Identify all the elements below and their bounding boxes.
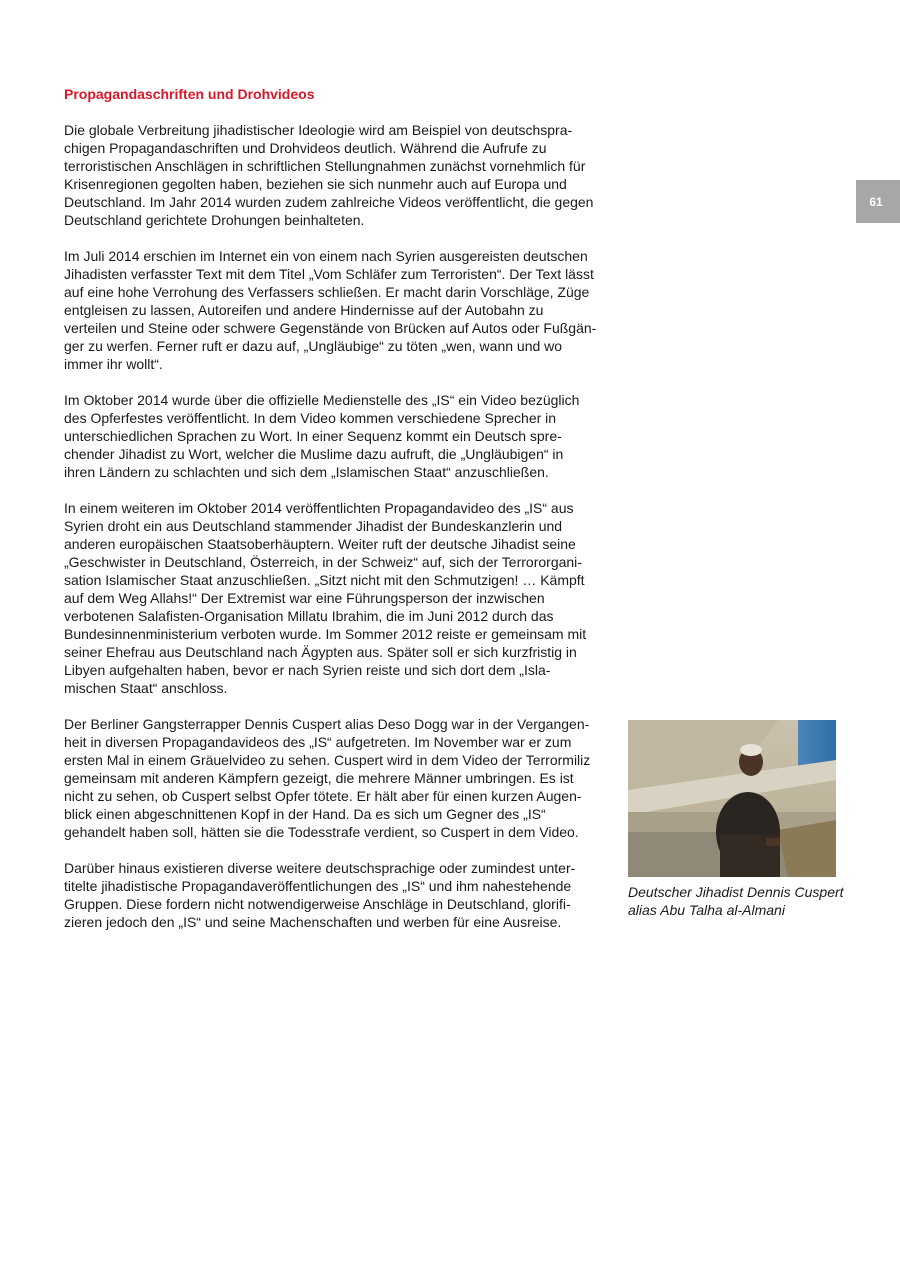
text-line: Deutschland. Im Jahr 2014 wurden zudem zahlreiche Videos veröffentlicht, die gegen (64, 194, 594, 210)
text-line: heit in diversen Propagandavideos des „IS“ aufgetreten. Im November war er zum (64, 734, 572, 750)
text-line: unterschiedlichen Sprachen zu Wort. In einer Sequenz kommt ein Deutsch spre- (64, 428, 562, 444)
photo (628, 720, 836, 877)
text-line: verbotenen Salafisten-Organisation Millatu Ibrahim, die im Juni 2012 durch das (64, 608, 554, 624)
text-line: mischen Staat“ anschloss. (64, 680, 228, 696)
text-line: ger zu werfen. Ferner ruft er dazu auf, „Ungläubige“ zu töten „wen, wann und wo (64, 338, 563, 354)
text-line: gemeinsam mit anderen Kämpfern gezeigt, die mehrere Männer umbringen. Es ist (64, 770, 574, 786)
text-line: Gruppen. Diese fordern nicht notwendigerweise Anschläge in Deutschland, glorifi- (64, 896, 571, 912)
text-line: ersten Mal in einem Gräuelvideo zu sehen. Cuspert wird in dem Video der Terrormiliz (64, 752, 591, 768)
paragraph (64, 499, 614, 697)
paragraph (64, 121, 614, 229)
text-line: blick einen abgeschnittenen Kopf in der Hand. Da es sich um Gegner des „IS“ (64, 806, 546, 822)
caption-line: alias Abu Talha al-Almani (628, 902, 785, 918)
text-line: „Geschwister in Deutschland, Österreich, in der Schweiz“ auf, sich der Terrororgani- (64, 554, 582, 570)
text-line: chender Jihadist zu Wort, welcher die Muslime dazu aufruft, die „Ungläubigen“ in (64, 446, 564, 462)
text-line: auf dem Weg Allahs!“ Der Extremist war eine Führungsperson der inzwischen (64, 590, 545, 606)
text-line: des Opferfestes veröffentlicht. In dem Video kommen verschiedene Sprecher in (64, 410, 557, 426)
text-line: Im Oktober 2014 wurde über die offizielle Medienstelle des „IS“ ein Video bezüglich (64, 392, 580, 408)
paragraph (64, 859, 614, 931)
text-line: zieren jedoch den „IS“ und seine Machenschaften und werben für eine Ausreise. (64, 914, 562, 930)
figure (628, 720, 858, 919)
text-line: Krisenregionen gegolten haben, beziehen sie sich nunmehr auch auf Europa und (64, 176, 567, 192)
text-line: Im Juli 2014 erschien im Internet ein von einem nach Syrien ausgereisten deutschen (64, 248, 588, 264)
person-hand (766, 838, 780, 846)
text-line: Syrien droht ein aus Deutschland stammender Jihadist der Bundeskanzlerin und (64, 518, 563, 534)
photo-caption (628, 883, 858, 919)
article-title: Propagandaschriften und Drohvideos (64, 86, 315, 102)
text-line: In einem weiteren im Oktober 2014 veröffentlichten Propagandavideo des „IS“ aus (64, 500, 574, 516)
text-line: Deutschland gerichtete Drohungen beinhalteten. (64, 212, 365, 228)
caption-line: Deutscher Jihadist Dennis Cuspert (628, 884, 844, 900)
page-number: 61 (856, 180, 900, 223)
text-line: Libyen aufgehalten haben, bevor er nach Syrien reiste und sich dort dem „Isla- (64, 662, 551, 678)
text-line: ihren Ländern zu schlachten und sich dem „Islamischen Staat“ anzuschließen. (64, 464, 549, 480)
text-line: Die globale Verbreitung jihadistischer Ideologie wird am Beispiel von deutschspra- (64, 122, 573, 138)
paragraph (64, 391, 614, 481)
text-line: Jihadisten verfasster Text mit dem Titel „Vom Schläfer zum Terroristen“. Der Text lässt (64, 266, 594, 282)
text-line: entgleisen zu lassen, Autoreifen und andere Hindernisse auf der Autobahn zu (64, 302, 544, 318)
text-line: seiner Ehefrau aus Deutschland nach Ägypten aus. Später soll er sich kurzfristig in (64, 644, 577, 660)
person-cap (740, 744, 762, 756)
text-line: anderen europäischen Staatsoberhäuptern. Weiter ruft der deutsche Jihadist seine (64, 536, 576, 552)
text-line: Darüber hinaus existieren diverse weitere deutschsprachige oder zumindest unter- (64, 860, 576, 876)
text-line: nicht zu sehen, ob Cuspert selbst Opfer tötete. Er hält aber für einen kurzen Augen- (64, 788, 582, 804)
text-line: titelte jihadistische Propagandaveröffentlichungen des „IS“ und ihm nahestehende (64, 878, 572, 894)
text-line: sation Islamischer Staat anzuschließen. „Sitzt nicht mit den Schmutzigen! … Kämpft (64, 572, 585, 588)
text-line: terroristischen Anschlägen in schriftlichen Stellungnahmen zunächst vornehmlich für (64, 158, 586, 174)
text-line: immer ihr wollt“. (64, 356, 163, 372)
text-line: verteilen und Steine oder schwere Gegenstände von Brücken auf Autos oder Fußgän- (64, 320, 597, 336)
paragraph (64, 247, 614, 373)
text-line: chigen Propagandaschriften und Drohvideos deutlich. Während die Aufrufe zu (64, 140, 547, 156)
text-line: auf eine hohe Verrohung des Verfassers schließen. Er macht darin Vorschläge, Züge (64, 284, 590, 300)
paragraph (64, 715, 614, 841)
text-line: gehandelt haben soll, hätten sie die Todesstrafe verdient, so Cuspert in dem Video. (64, 824, 579, 840)
article (64, 85, 614, 949)
text-line: Bundesinnenministerium verboten wurde. Im Sommer 2012 reiste er gemeinsam mit (64, 626, 587, 642)
bush (778, 820, 836, 877)
text-line: Der Berliner Gangsterrapper Dennis Cuspert alias Deso Dogg war in der Vergangen- (64, 716, 590, 732)
